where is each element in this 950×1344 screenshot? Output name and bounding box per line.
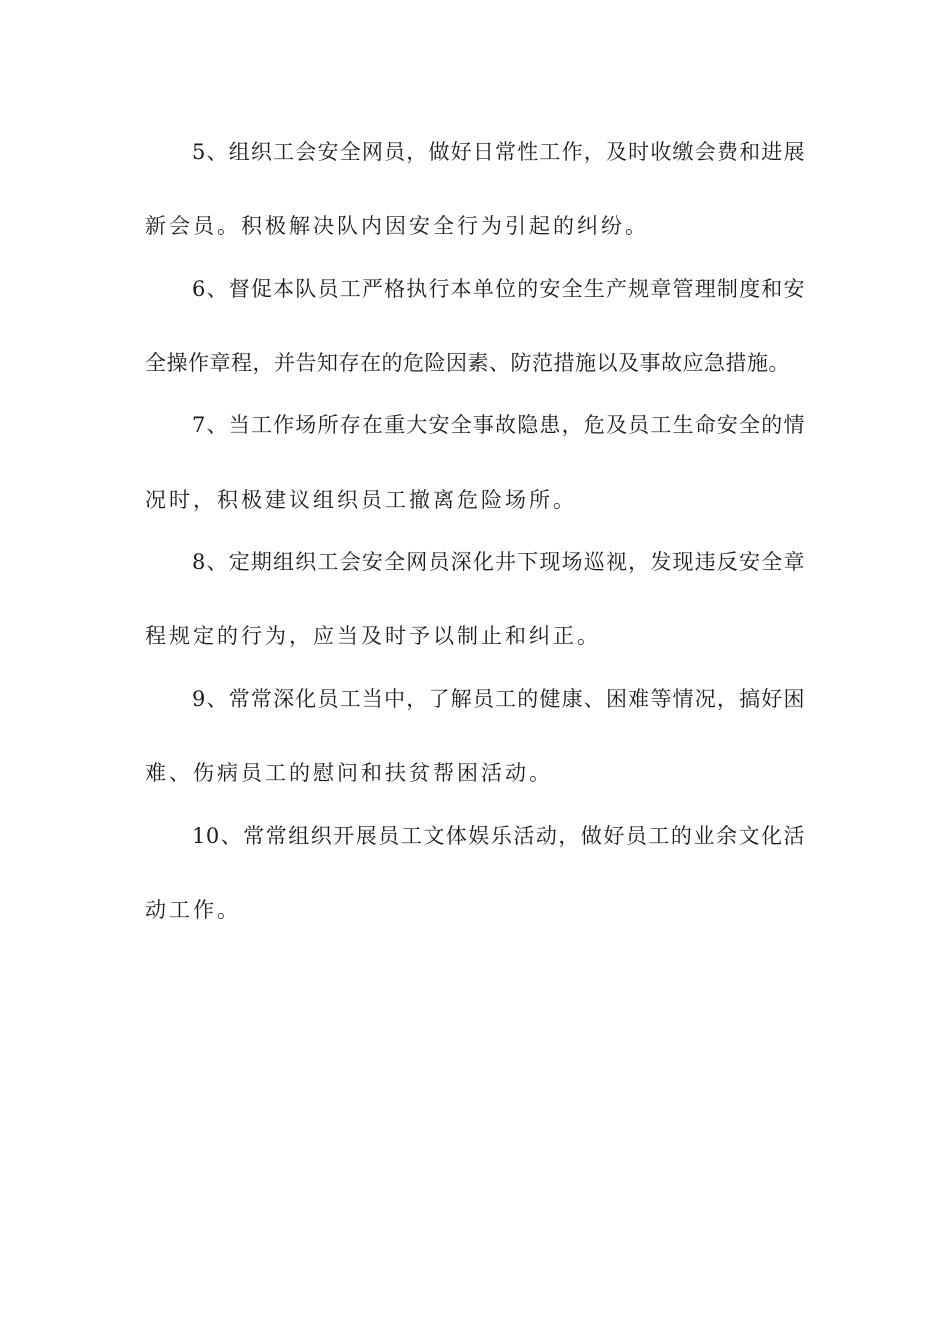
item-8-line-1: 8、定期组织工会安全网员深化井下现场巡视，发现违反安全章: [192, 550, 805, 574]
item-7-line-1: 7、当工作场所存在重大安全事故隐患，危及员工生命安全的情: [192, 413, 805, 437]
item-9-line-1: 9、常常深化员工当中，了解员工的健康、困难等情况，搞好困: [192, 687, 805, 711]
item-5-line-2: 新会员。积极解决队内因安全行为引起的纠纷。: [145, 214, 649, 238]
item-6-line-2: 全操作章程，并告知存在的危险因素、防范措施以及事故应急措施。: [145, 351, 790, 375]
item-10-line-2: 动工作。: [145, 898, 241, 922]
item-8-line-2: 程规定的行为，应当及时予以制止和纠正。: [145, 624, 601, 648]
item-9-line-2: 难、伤病员工的慰问和扶贫帮困活动。: [145, 761, 553, 785]
item-6-line-1: 6、督促本队员工严格执行本单位的安全生产规章管理制度和安: [192, 277, 805, 301]
item-5-line-1: 5、组织工会安全网员，做好日常性工作，及时收缴会费和进展: [192, 140, 805, 164]
item-7-line-2: 况时，积极建议组织员工撤离危险场所。: [145, 488, 577, 512]
item-10-line-1: 10、常常组织开展员工文体娱乐活动，做好员工的业余文化活: [192, 824, 805, 848]
